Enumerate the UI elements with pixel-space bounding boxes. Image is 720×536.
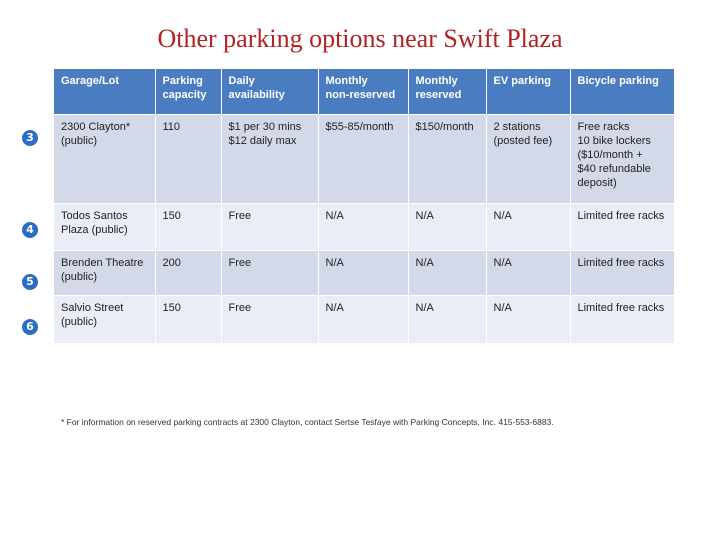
parking-options-table (54, 69, 674, 343)
table-cell (486, 115, 570, 204)
table-cell-line: N/A (415, 210, 434, 222)
table-cell-line: Plaza (public) (61, 224, 128, 236)
table-cell (486, 251, 570, 296)
table-cell-line: $12 daily max (228, 135, 297, 147)
table-cell (54, 296, 155, 343)
column-header-line: Daily (228, 75, 255, 87)
table-cell (54, 204, 155, 251)
table-cell (155, 296, 221, 343)
column-header (408, 69, 486, 115)
table-cell-line: Limited free racks (577, 257, 665, 269)
table-row (54, 296, 674, 343)
table-cell-line: 200 (162, 257, 181, 269)
table-cell-line: Salvio Street (61, 302, 124, 314)
table-cell-line: $40 refundable (577, 163, 651, 175)
table-cell (486, 204, 570, 251)
table-cell (155, 204, 221, 251)
table-cell-line: N/A (325, 257, 344, 269)
column-header (318, 69, 408, 115)
table-cell-line: N/A (493, 257, 512, 269)
column-header-line: Bicycle parking (577, 75, 659, 87)
table-cell-line: Limited free racks (577, 210, 665, 222)
table-cell (570, 115, 674, 204)
table-cell (221, 115, 318, 204)
table-cell (486, 296, 570, 343)
table-cell-line: N/A (325, 210, 344, 222)
column-header-line: Monthly (415, 75, 458, 87)
column-header (155, 69, 221, 115)
table-cell (221, 204, 318, 251)
table-cell-line: Free (228, 302, 252, 314)
table-cell (318, 296, 408, 343)
table-cell-line: ($10/month + (577, 149, 643, 161)
table-cell (570, 251, 674, 296)
table-cell-line: (public) (61, 316, 98, 328)
table-cell-line: N/A (493, 210, 512, 222)
column-header-line: capacity (162, 89, 207, 101)
table-cell-line: 150 (162, 210, 181, 222)
table-cell-line: $150/month (415, 121, 474, 133)
table-cell-line: (public) (61, 271, 98, 283)
table-cell (408, 204, 486, 251)
column-header (221, 69, 318, 115)
table-cell-line: 110 (162, 121, 181, 133)
table-cell-line: N/A (493, 302, 512, 314)
column-header-line: Garage/Lot (61, 75, 120, 87)
table-cell (155, 251, 221, 296)
column-header-line: EV parking (493, 75, 551, 87)
table-cell-line: 10 bike lockers (577, 135, 651, 147)
table-row (54, 204, 674, 251)
table-cell (318, 115, 408, 204)
table-row (54, 251, 674, 296)
table-cell-line: Free (228, 257, 252, 269)
table-cell-line: (posted fee) (493, 135, 553, 147)
table-cell (570, 296, 674, 343)
table-cell-line: Free racks (577, 121, 630, 133)
column-header (486, 69, 570, 115)
table-cell (570, 204, 674, 251)
table-cell (408, 115, 486, 204)
table-row (54, 115, 674, 204)
table-cell-line: (public) (61, 135, 98, 147)
table-cell-line: N/A (415, 257, 434, 269)
location-number-marker: 6 (22, 319, 38, 335)
table-cell (221, 251, 318, 296)
location-number-marker: 5 (22, 274, 38, 290)
table-cell-line: Brenden Theatre (61, 257, 144, 269)
table-cell (408, 296, 486, 343)
table-cell-line: deposit) (577, 177, 617, 189)
table-cell (318, 204, 408, 251)
column-header-line: non-reserved (325, 89, 396, 101)
table-cell (221, 296, 318, 343)
location-number-marker: 4 (22, 222, 38, 238)
table-cell-line: $55-85/month (325, 121, 394, 133)
column-header (54, 69, 155, 115)
table-cell (54, 115, 155, 204)
table-cell (155, 115, 221, 204)
location-number-marker: 3 (22, 130, 38, 146)
column-header-line: availability (228, 89, 285, 101)
table-cell-line: N/A (415, 302, 434, 314)
table-cell-line: 2 stations (493, 121, 541, 133)
table-cell (318, 251, 408, 296)
column-header-line: Parking (162, 75, 203, 87)
column-header-line: reserved (415, 89, 462, 101)
page-title: Other parking options near Swift Plaza (157, 24, 563, 53)
table-cell-line: Todos Santos (61, 210, 128, 222)
footnote: * For information on reserved parking contracts at 2300 Clayton, contact Sertse Tesfaye with Parking Concepts, Inc. 415-553-6883. (61, 417, 554, 427)
table-cell-line: $1 per 30 mins (228, 121, 302, 133)
table-cell-line: Free (228, 210, 252, 222)
column-header (570, 69, 674, 115)
table-cell-line: 150 (162, 302, 181, 314)
column-header-line: Monthly (325, 75, 368, 87)
table-cell-line: N/A (325, 302, 344, 314)
table-cell (408, 251, 486, 296)
table-cell-line: 2300 Clayton* (61, 121, 131, 133)
table-cell-line: Limited free racks (577, 302, 665, 314)
table-header-row (54, 69, 674, 115)
table-cell (54, 251, 155, 296)
